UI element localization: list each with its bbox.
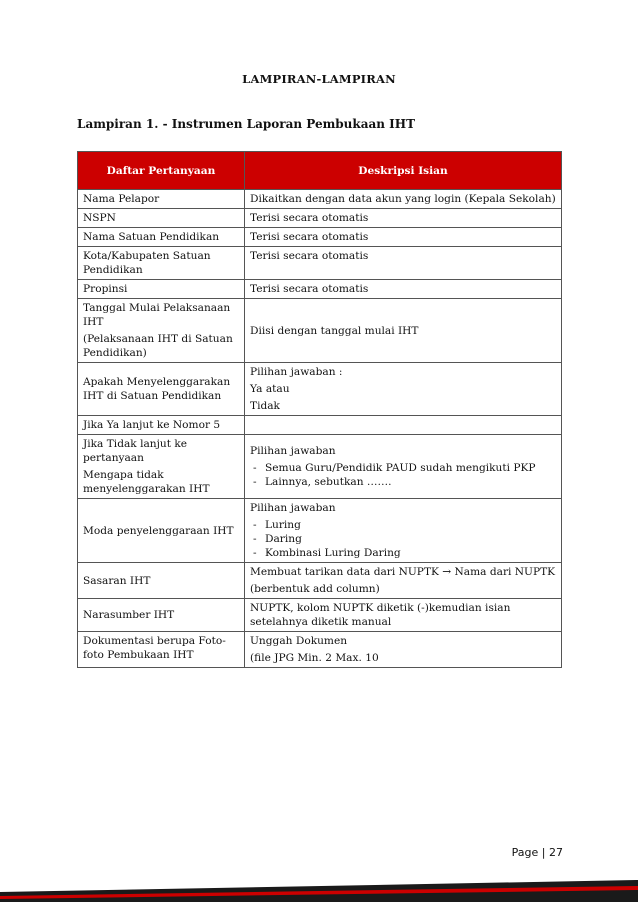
description-text: Terisi secara otomatis — [250, 250, 369, 262]
option-item: - Semua Guru/Pendidik PAUD sudah mengikuti PKP — [250, 461, 556, 475]
question-cell — [78, 299, 245, 363]
question-text: Moda penyelenggaraan IHT — [83, 524, 234, 537]
question-cell — [78, 563, 245, 599]
question-cell — [78, 632, 245, 668]
table-row — [78, 363, 562, 416]
description-text: (file JPG Min. 2 Max. 10 — [250, 652, 379, 664]
description-cell — [245, 280, 562, 299]
question-text: Dokumentasi berupa Foto-foto Pembukaan IHT — [83, 635, 226, 661]
description-text: Dikaitkan dengan data akun yang login (Kepala Sekolah) — [250, 193, 556, 205]
question-cell — [78, 599, 245, 632]
description-text: Membuat tarikan data dari NUPTK → Nama dari NUPTK — [250, 566, 556, 578]
option-item: - Daring — [250, 532, 556, 546]
description-cell — [245, 499, 562, 563]
description-cell — [245, 190, 562, 209]
question-cell — [78, 247, 245, 280]
table-row — [78, 499, 562, 563]
option-item: - Lainnya, sebutkan ……. — [250, 475, 556, 489]
table-row — [78, 280, 562, 299]
description-text: Terisi secara otomatis — [250, 212, 369, 224]
table-row — [78, 435, 562, 499]
footer-decoration — [0, 874, 638, 902]
description-cell — [245, 599, 562, 632]
description-text: Pilihan jawaban — [250, 445, 336, 457]
table-row — [78, 299, 562, 363]
question-text: (Pelaksanaan IHT di Satuan Pendidikan) — [83, 333, 233, 359]
question-text: Mengapa tidak menyelenggarakan IHT — [83, 469, 210, 495]
option-item: - Luring — [250, 518, 556, 532]
table-row — [78, 632, 562, 668]
option-item: - Kombinasi Luring Daring — [250, 546, 556, 560]
table-row — [78, 416, 562, 435]
description-cell — [245, 209, 562, 228]
description-text: Pilihan jawaban : — [250, 366, 343, 378]
description-text: Tidak — [250, 400, 280, 412]
description-text: Unggah Dokumen — [250, 635, 348, 647]
table-row — [78, 563, 562, 599]
question-cell — [78, 363, 245, 416]
description-cell — [245, 563, 562, 599]
question-text: Sasaran IHT — [83, 574, 151, 587]
question-text: Narasumber IHT — [83, 609, 175, 621]
page-number: Page | 27 — [511, 846, 563, 859]
question-cell — [78, 435, 245, 499]
question-text: Jika Tidak lanjut ke pertanyaan — [83, 438, 188, 464]
instrument-table — [77, 151, 562, 668]
option-list — [250, 461, 556, 489]
table-row — [78, 599, 562, 632]
description-cell — [245, 228, 562, 247]
question-text: NSPN — [83, 212, 116, 224]
question-cell — [78, 499, 245, 563]
question-cell — [78, 190, 245, 209]
description-text: Ya atau — [250, 383, 290, 395]
header-question: Daftar Pertanyaan — [78, 152, 245, 190]
description-cell — [245, 435, 562, 499]
table-row — [78, 190, 562, 209]
question-cell — [78, 228, 245, 247]
question-cell — [78, 209, 245, 228]
description-cell — [245, 416, 562, 435]
question-cell — [78, 280, 245, 299]
description-text: Terisi secara otomatis — [250, 283, 369, 295]
description-text: Terisi secara otomatis — [250, 231, 369, 243]
question-text: Kota/Kabupaten Satuan Pendidikan — [83, 250, 211, 276]
question-text: Jika Ya lanjut ke Nomor 5 — [83, 419, 221, 431]
question-cell — [78, 416, 245, 435]
description-cell — [245, 632, 562, 668]
question-text: Propinsi — [83, 283, 128, 295]
description-cell — [245, 299, 562, 363]
table-row — [78, 247, 562, 280]
question-text: Nama Pelapor — [83, 193, 160, 205]
description-cell — [245, 247, 562, 280]
option-list — [250, 518, 556, 560]
header-description: Deskripsi Isian — [245, 152, 562, 190]
description-cell — [245, 363, 562, 416]
description-text: Diisi dengan tanggal mulai IHT — [250, 324, 419, 337]
question-text: Tanggal Mulai Pelaksanaan IHT — [83, 302, 231, 328]
table-header-row — [78, 152, 562, 190]
page-heading: LAMPIRAN-LAMPIRAN — [242, 72, 396, 86]
appendix-title: Lampiran 1. - Instrumen Laporan Pembukaan IHT — [77, 117, 416, 131]
question-text: Nama Satuan Pendidikan — [83, 231, 220, 243]
question-text: Apakah Menyelenggarakan IHT di Satuan Pendidikan — [83, 376, 231, 402]
table-row — [78, 209, 562, 228]
description-text: Pilihan jawaban — [250, 502, 336, 514]
description-text: NUPTK, kolom NUPTK diketik (-)kemudian isian setelahnya diketik manual — [250, 602, 511, 628]
description-text: (berbentuk add column) — [250, 583, 380, 595]
table-row — [78, 228, 562, 247]
